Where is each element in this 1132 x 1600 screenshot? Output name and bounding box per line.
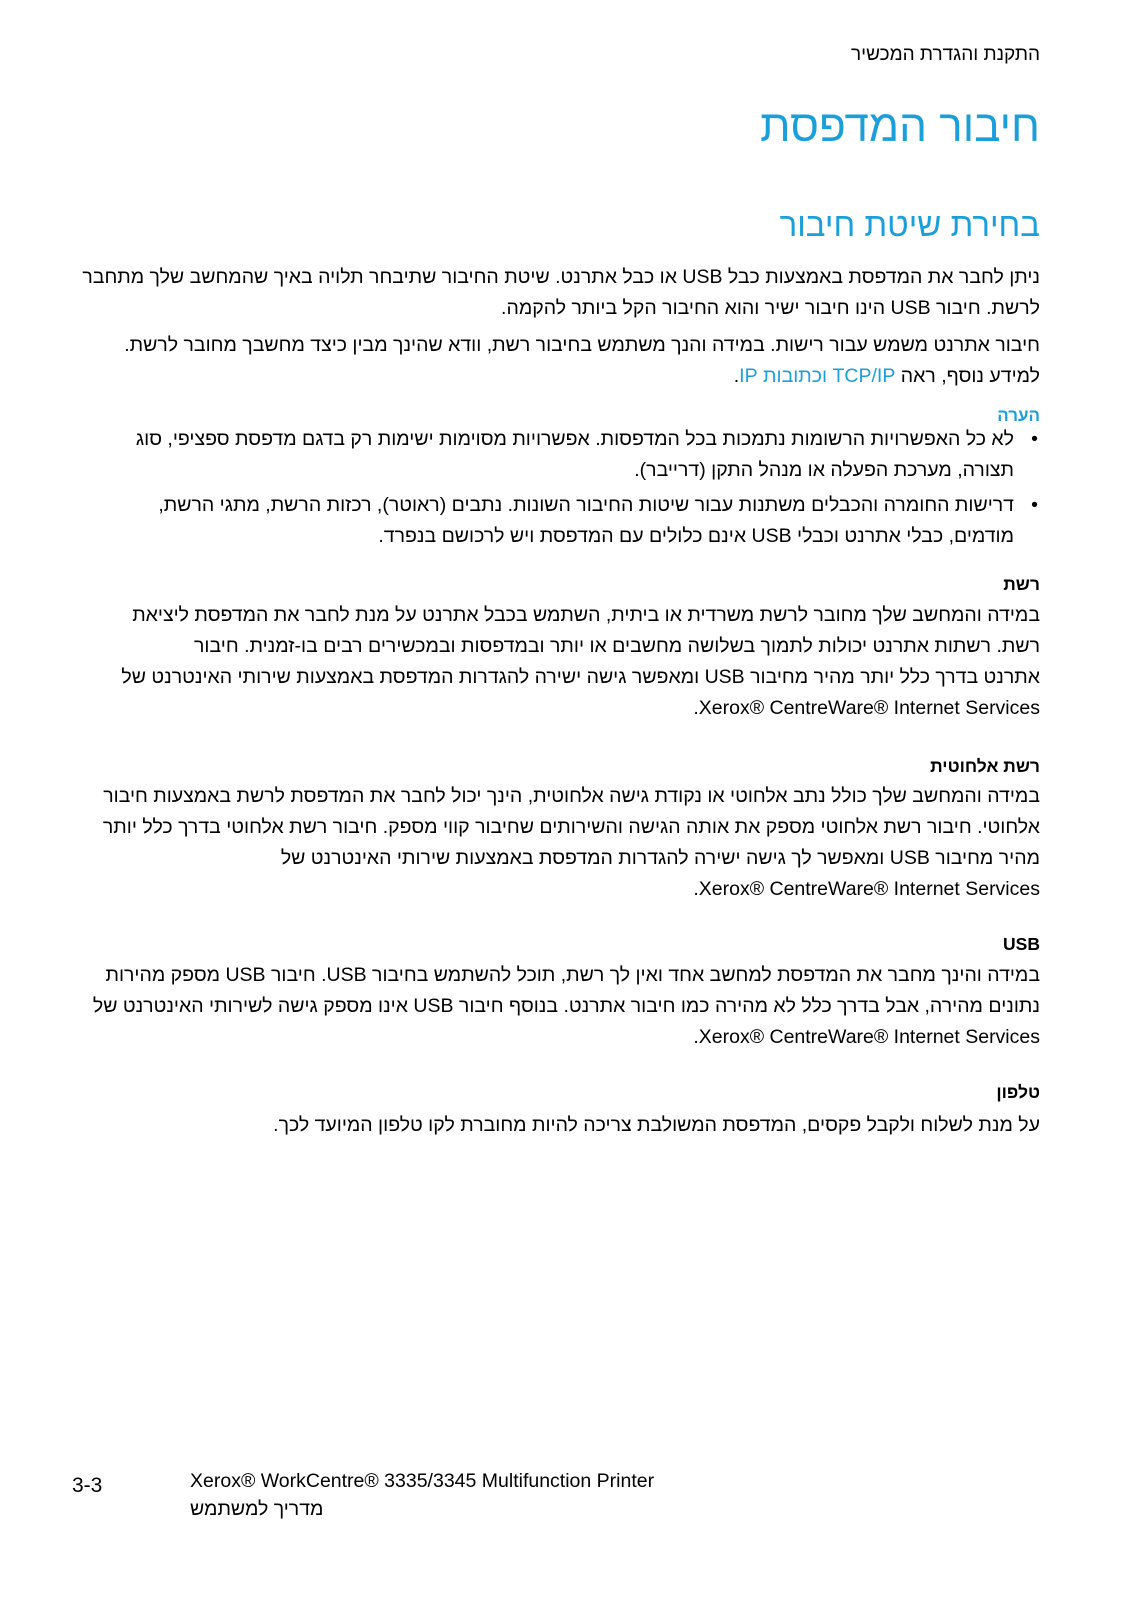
usb-brand: Xerox® CentreWare® Internet Services. (693, 1026, 1040, 1048)
chapter-title: חיבור המדפסת (760, 102, 1040, 151)
note-bullets (90, 424, 1040, 556)
network-heading: רשת (1003, 574, 1040, 594)
page-number: 3-3 (72, 1474, 103, 1497)
note-bullet-1: • לא כל האפשרויות הרשומות נתמכות בכל המדפסות. אפשרויות מסוימות ישימות רק בדגם מדפסת ספציפי, סוג תצורה, מערכת הפעלה או מנהל התקן (דרייבר). (90, 424, 1040, 486)
usb-heading: USB (1003, 934, 1040, 954)
usb-text: במידה והינך מחבר את המדפסת למחשב אחד ואין לך רשת, תוכל להשתמש בחיבור USB. חיבור USB מספק מהירות נתונים מהירה, אבל בדרך כלל לא מהירה כמו חיבור אתרנט. בנוסף חיבור USB אינו מספק גישה לשירותי האינטרנט של (92, 964, 1040, 1017)
intro-paragraph-1: ניתן לחבר את המדפסת באמצעות כבל USB או כבל אתרנט. שיטת החיבור שתיבחר תלויה באיך שהמחשב שלך מתחבר לרשת. חיבור USB הינו חיבור ישיר והוא החיבור הקל ביותר להקמה. (82, 266, 1040, 319)
footer-guide-title: מדריך למשתמש (190, 1498, 324, 1520)
network-line-3: אתרנט בדרך כלל יותר מהיר מחיבור USB ומאפשר גישה ישירה להגדרות המדפסת באמצעות שירותי האינטרנט של (121, 666, 1040, 688)
footer-product-name: Xerox® WorkCentre® 3335/3345 Multifunction Printer (190, 1470, 655, 1492)
network-section (70, 600, 1040, 724)
note-bullet-2: • דרישות החומרה והכבלים משתנות עבור שיטות החיבור השונות. נתבים (ראוטר), רכזות הרשת, מתגי הרשת, מודמים, כבלי אתרנט וכבלי USB אינם כלולים עם המדפסת ויש לרכושם בנפרד. (90, 490, 1040, 552)
section-title: בחירת שיטת חיבור (779, 206, 1040, 243)
wireless-heading: רשת אלחוטית (930, 756, 1040, 776)
tcp-ip-link[interactable]: TCP/IP וכתובות IP (739, 365, 896, 387)
usb-section (70, 960, 1040, 1053)
intro-paragraph-2 (70, 330, 1040, 392)
wireless-text: במידה והמחשב שלך כולל נתב אלחוטי או נקודת גישה אלחוטית, הינך יכול לחבר את המדפסת לרשת באמצעות חיבור אלחוטי. חיבור רשת אלחוטי מספק את אותה הגישה והשירותים שחיבור קווי מספק. חיבור רשת אלחוטי בדרך כלל יותר מהיר מחיבור USB ומאפשר לך גישה ישירה להגדרות המדפסת באמצעות שירותי האינטרנט של (102, 785, 1040, 869)
intro-paragraph-2-text: חיבור אתרנט משמש עבור רישות. במידה והנך משתמש בחיבור רשת, וודא שהינך מבין כיצד מחשבך מחובר לרשת. למידע נוסף, ראה (124, 334, 1040, 387)
telephone-heading: טלפון (996, 1082, 1040, 1102)
wireless-section (70, 781, 1040, 905)
wireless-brand: Xerox® CentreWare® Internet Services. (693, 878, 1040, 900)
telephone-text: על מנת לשלוח ולקבל פקסים, המדפסת המשולבת צריכה להיות מחוברת לקו טלפון המיועד לכך. (273, 1114, 1040, 1136)
intro-section (70, 262, 1040, 392)
intro-paragraph-2-end: . (733, 365, 740, 387)
running-header: התקנת והגדרת המכשיר (851, 44, 1040, 65)
network-line-4: Xerox® CentreWare® Internet Services. (693, 697, 1040, 719)
note-label: הערה (997, 406, 1040, 425)
telephone-section (70, 1110, 1040, 1141)
network-line-2: רשת. רשתות אתרנט יכולות לתמוך בשלושה מחשבים או יותר ובמדפסות ובמכשירים רבים בו-זמנית. חיבור (194, 635, 1040, 657)
network-line-1: במידה והמחשב שלך מחובר לרשת משרדית או ביתית, השתמש בכבל אתרנט על מנת לחבר את המדפסת ליציאת (132, 604, 1040, 626)
